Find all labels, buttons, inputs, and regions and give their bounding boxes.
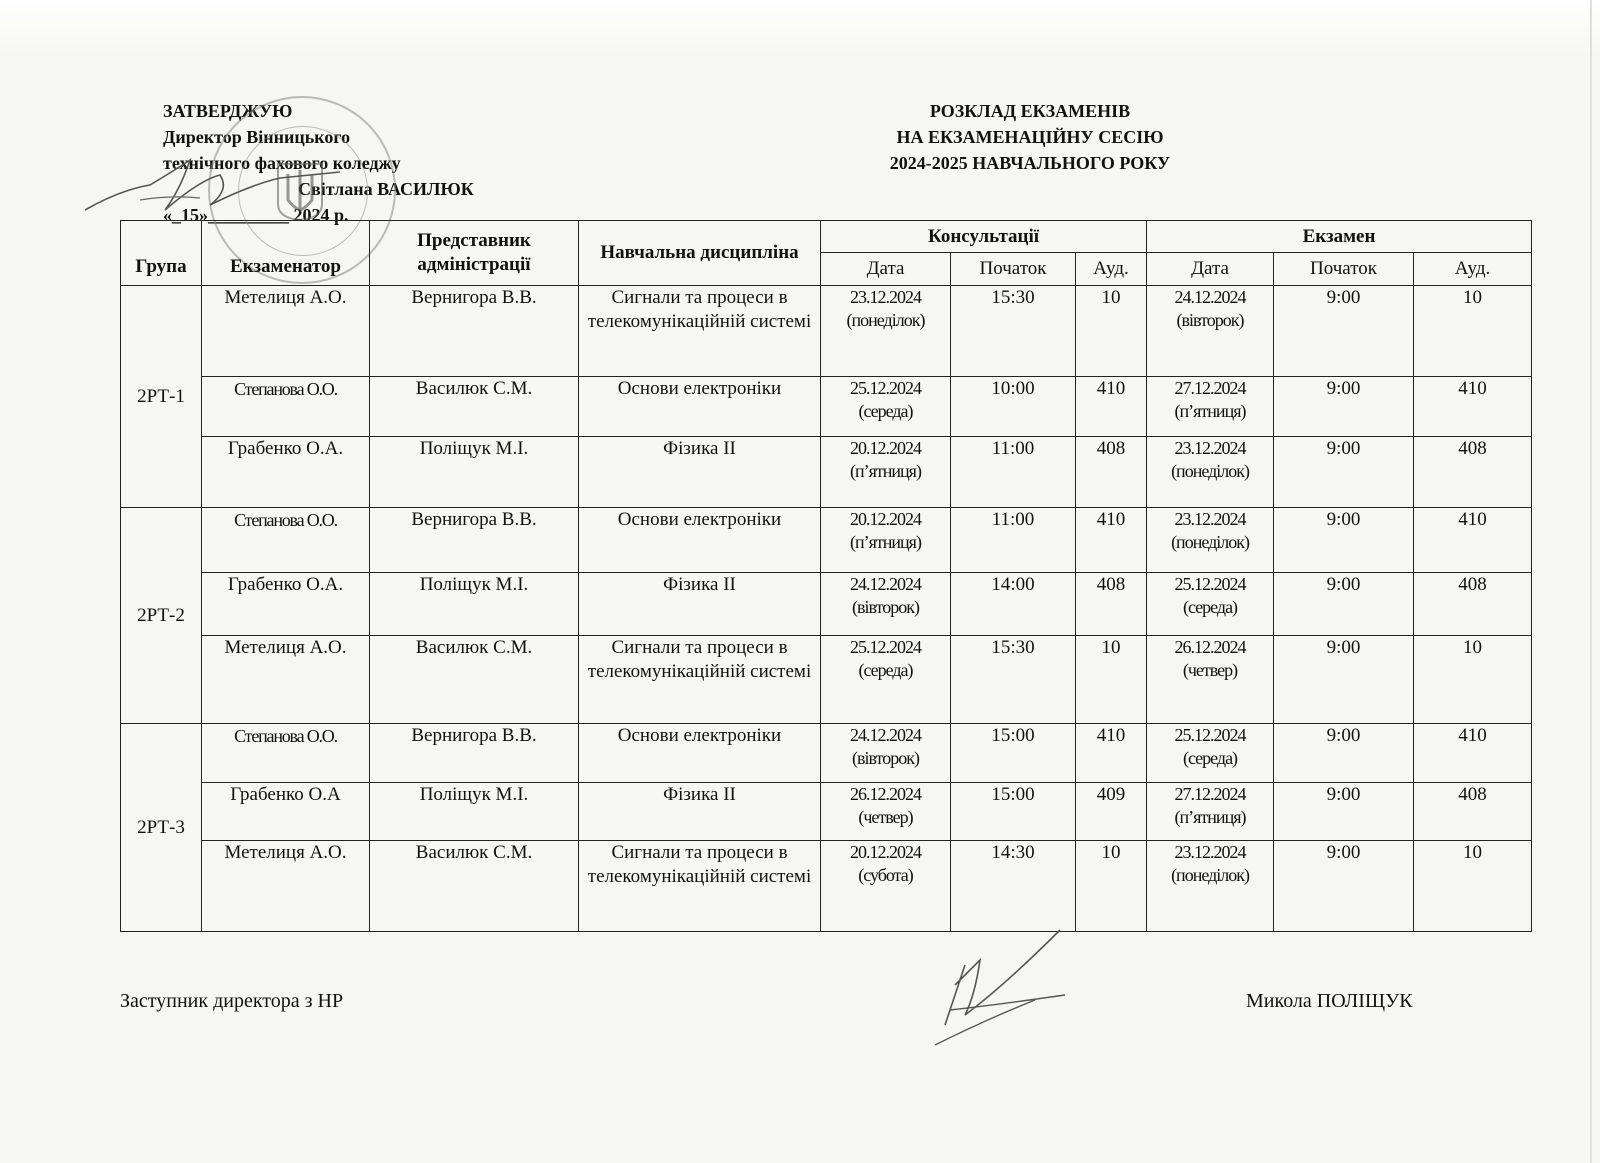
footer-position: Заступник директора з НР (120, 990, 344, 1012)
admin-cell-text: Поліщук М.І. (419, 574, 529, 596)
exam-room-cell-text: 408 (1458, 437, 1487, 459)
exam-room-cell (1414, 286, 1532, 377)
consult-date-cell-date: 20.12.2024 (850, 842, 921, 863)
discipline-cell-text: Сигнали та процеси в телекомунікаційній системі (587, 287, 812, 332)
admin-cell-text: Вернигора В.В. (411, 287, 537, 308)
header-exam: Екзамен (1147, 221, 1532, 253)
header-consultations: Консультації (821, 221, 1147, 253)
header-admin: Представник адміністрації (370, 221, 579, 286)
group-name: 2РТ-3 (121, 724, 202, 932)
exam-date-cell-weekday: (понеділок) (1171, 460, 1249, 481)
discipline-cell (579, 436, 821, 507)
exam-date-cell (1147, 436, 1274, 507)
examiner-cell (202, 436, 370, 507)
exam-room-cell-text: 410 (1458, 725, 1487, 747)
exam-start-cell (1274, 286, 1414, 377)
exam-date-cell-date: 24.12.2024 (1174, 287, 1246, 307)
examiner-cell-text: Метелиця А.О. (224, 637, 347, 659)
consult-date-cell (821, 841, 951, 932)
consult-start-cell (951, 436, 1076, 507)
discipline-cell-text: Сигнали та процеси в телекомунікаційній системі (587, 637, 812, 683)
exam-date-cell-date: 25.12.2024 (1174, 574, 1246, 595)
exam-room-cell (1414, 841, 1532, 932)
consult-room-cell-text: 410 (1096, 509, 1126, 531)
header-group: Група (121, 221, 202, 286)
examiner-cell-text: Степанова О.О. (234, 378, 337, 399)
exam-start-cell (1274, 724, 1414, 783)
table-row (121, 783, 1532, 841)
exam-room-cell (1414, 783, 1532, 841)
admin-cell (370, 724, 579, 783)
exam-date-cell-weekday: (середа) (1182, 748, 1238, 769)
examiner-cell (202, 573, 370, 636)
exam-start-cell (1274, 376, 1414, 436)
admin-cell (370, 508, 579, 573)
exam-date-cell-date: 23.12.2024 (1174, 842, 1246, 863)
consult-room-cell (1076, 841, 1147, 932)
discipline-cell (579, 783, 821, 841)
admin-cell-text: Поліщук М.І. (419, 784, 529, 806)
consult-room-cell-text: 410 (1096, 377, 1126, 399)
consult-date-cell (821, 783, 951, 841)
examiner-cell (202, 783, 370, 841)
exam-date-cell-date: 25.12.2024 (1174, 725, 1246, 746)
consult-date-cell (821, 508, 951, 573)
consult-date-cell-weekday: (субота) (858, 865, 913, 886)
exam-start-cell (1274, 841, 1414, 932)
consult-date-cell (821, 436, 951, 507)
discipline-cell (579, 841, 821, 932)
consult-date-cell-date: 20.12.2024 (850, 437, 921, 458)
signature-icon (80, 150, 400, 225)
discipline-cell-text: Сигнали та процеси в телекомунікаційній системі (587, 842, 812, 888)
discipline-cell (579, 376, 821, 436)
table-row (121, 573, 1532, 636)
examiner-cell (202, 508, 370, 573)
group-name: 2РТ-1 (121, 286, 202, 508)
consult-date-cell-date: 24.12.2024 (850, 574, 921, 595)
exam-date-cell-date: 26.12.2024 (1174, 637, 1246, 658)
approval-line-3: технічного фахового коледжу (163, 153, 401, 173)
exam-date-cell (1147, 636, 1274, 724)
group-name: 2РТ-2 (121, 508, 202, 724)
admin-cell (370, 783, 579, 841)
exam-date-cell-date: 27.12.2024 (1174, 377, 1246, 398)
admin-cell-text: Поліщук М.І. (419, 437, 529, 459)
exam-date-cell (1147, 508, 1274, 573)
exam-date-cell (1147, 573, 1274, 636)
admin-cell (370, 376, 579, 436)
consult-date-cell (821, 376, 951, 436)
consult-date-cell-weekday: (п’ятниця) (850, 460, 921, 481)
admin-cell-text: Василюк С.М. (415, 637, 533, 659)
consult-start-cell-text: 14:30 (991, 842, 1035, 864)
title-line-1: РОЗКЛАД ЕКЗАМЕНІВ (929, 101, 1131, 121)
consult-room-cell (1076, 508, 1147, 573)
consult-room-cell (1076, 286, 1147, 377)
exam-date-cell (1147, 376, 1274, 436)
admin-cell-text: Василюк С.М. (415, 842, 533, 864)
discipline-cell-text: Фізика ІІ (663, 784, 736, 806)
discipline-cell (579, 724, 821, 783)
consult-room-cell-text: 10 (1101, 637, 1121, 659)
consult-start-cell (951, 783, 1076, 841)
exam-date-cell-date: 23.12.2024 (1174, 437, 1246, 458)
consult-start-cell (951, 636, 1076, 724)
consult-start-cell-text: 14:00 (991, 574, 1035, 596)
examiner-cell-text: Грабенко О.А (230, 784, 341, 806)
header-consult-start: Початок (951, 253, 1076, 286)
exam-room-cell-text: 408 (1458, 574, 1487, 596)
consult-start-cell-text: 15:00 (991, 725, 1035, 747)
consult-room-cell (1076, 783, 1147, 841)
exam-date-cell-weekday: (п’ятниця) (1174, 400, 1246, 421)
exam-room-cell (1414, 636, 1532, 724)
consult-date-cell-date: 20.12.2024 (850, 509, 921, 530)
table-row (121, 636, 1532, 724)
exam-room-cell (1414, 436, 1532, 507)
table-row (121, 286, 1532, 377)
consult-start-cell (951, 376, 1076, 436)
consult-date-cell-date: 23.12.2024 (850, 287, 921, 307)
consult-start-cell (951, 286, 1076, 377)
exam-start-cell-text: 9:00 (1326, 509, 1361, 531)
consult-date-cell-weekday: (вівторок) (852, 597, 919, 618)
consult-start-cell-text: 15:00 (991, 784, 1035, 806)
exam-room-cell-text: 408 (1458, 784, 1487, 806)
consult-room-cell (1076, 376, 1147, 436)
approval-director-name: Світлана ВАСИЛЮК (298, 179, 474, 199)
examiner-cell-text: Метелиця А.О. (224, 287, 347, 308)
page-edge (1590, 0, 1592, 1163)
exam-date-cell-weekday: (середа) (1182, 597, 1238, 618)
examiner-cell (202, 841, 370, 932)
table-row (121, 724, 1532, 783)
consult-room-cell-text: 410 (1096, 725, 1126, 747)
consult-date-cell (821, 636, 951, 724)
header-consult-room: Ауд. (1076, 253, 1147, 286)
consult-date-cell-date: 26.12.2024 (850, 784, 921, 805)
admin-cell-text: Вернигора В.В. (411, 509, 537, 531)
consult-date-cell-weekday: (п’ятниця) (850, 532, 921, 553)
consult-date-cell (821, 286, 951, 377)
document-title (820, 98, 1240, 176)
consult-room-cell-text: 408 (1096, 437, 1126, 459)
page-top-shade (0, 0, 1600, 60)
exam-start-cell-text: 9:00 (1326, 842, 1361, 864)
exam-start-cell (1274, 636, 1414, 724)
exam-room-cell-text: 10 (1463, 637, 1483, 659)
approval-line-1: ЗАТВЕРДЖУЮ (163, 101, 293, 121)
approval-date: «_15»_________ 2024 р. (163, 205, 349, 225)
discipline-cell-text: Основи електроніки (617, 377, 782, 399)
consult-start-cell-text: 11:00 (991, 509, 1035, 531)
exam-room-cell-text: 410 (1458, 509, 1487, 531)
exam-start-cell (1274, 436, 1414, 507)
exam-room-cell-text: 10 (1463, 842, 1483, 864)
consult-date-cell-date: 24.12.2024 (850, 725, 921, 746)
exam-room-cell (1414, 376, 1532, 436)
admin-cell (370, 436, 579, 507)
consult-date-cell-weekday: (четвер) (858, 807, 913, 828)
exam-room-cell (1414, 573, 1532, 636)
exam-start-cell-text: 9:00 (1326, 784, 1361, 806)
header-exam-start: Початок (1274, 253, 1414, 286)
exam-room-cell-text: 10 (1463, 287, 1483, 308)
exam-date-cell (1147, 724, 1274, 783)
exam-date-cell-weekday: (понеділок) (1171, 865, 1249, 886)
consult-start-cell-text: 11:00 (991, 437, 1035, 459)
title-line-2: НА ЕКЗАМЕНАЦІЙНУ СЕСІЮ (896, 127, 1164, 147)
exam-start-cell-text: 9:00 (1326, 637, 1361, 659)
header-exam-room: Ауд. (1414, 253, 1532, 286)
exam-date-cell (1147, 841, 1274, 932)
exam-schedule-table (120, 220, 1532, 932)
header-discipline: Навчальна дисципліна (579, 221, 821, 286)
consult-room-cell (1076, 573, 1147, 636)
examiner-cell-text: Грабенко О.А. (227, 574, 344, 596)
consult-room-cell (1076, 724, 1147, 783)
exam-date-cell (1147, 286, 1274, 377)
discipline-cell (579, 286, 821, 377)
examiner-cell-text: Степанова О.О. (234, 510, 337, 531)
consult-date-cell (821, 724, 951, 783)
exam-start-cell-text: 9:00 (1326, 287, 1361, 308)
examiner-cell (202, 286, 370, 377)
header-examiner: Екзаменатор (202, 221, 370, 286)
exam-start-cell-text: 9:00 (1326, 725, 1361, 747)
consult-start-cell (951, 508, 1076, 573)
admin-cell (370, 286, 579, 377)
consult-date-cell-weekday: (вівторок) (852, 748, 919, 769)
consult-date-cell-weekday: (середа) (858, 400, 913, 421)
exam-start-cell (1274, 573, 1414, 636)
exam-room-cell (1414, 724, 1532, 783)
examiner-cell (202, 636, 370, 724)
consult-date-cell (821, 573, 951, 636)
exam-date-cell-date: 23.12.2024 (1174, 509, 1246, 530)
footer-name: Микола ПОЛІЩУК (1246, 990, 1413, 1012)
exam-start-cell-text: 9:00 (1326, 377, 1361, 399)
discipline-cell-text: Основи електроніки (617, 509, 782, 531)
exam-date-cell-weekday: (понеділок) (1171, 532, 1249, 553)
consult-date-cell-weekday: (понеділок) (846, 310, 925, 330)
admin-cell-text: Василюк С.М. (415, 377, 533, 399)
consult-room-cell-text: 10 (1101, 842, 1121, 864)
table-row (121, 841, 1532, 932)
consult-start-cell-text: 15:30 (991, 287, 1035, 308)
exam-date-cell-weekday: (четвер) (1182, 660, 1238, 681)
exam-start-cell (1274, 508, 1414, 573)
table-row (121, 376, 1532, 436)
consult-room-cell-text: 10 (1101, 287, 1121, 308)
approval-line-2: Директор Вінницького (163, 127, 351, 147)
exam-date-cell (1147, 783, 1274, 841)
discipline-cell-text: Фізика ІІ (663, 437, 736, 459)
consult-date-cell-weekday: (середа) (858, 660, 913, 681)
consult-room-cell (1076, 636, 1147, 724)
discipline-cell (579, 636, 821, 724)
consult-start-cell-text: 10:00 (991, 377, 1035, 399)
header-consult-date: Дата (821, 253, 951, 286)
consult-start-cell (951, 573, 1076, 636)
exam-date-cell-weekday: (п’ятниця) (1174, 807, 1246, 828)
consult-start-cell (951, 724, 1076, 783)
exam-start-cell-text: 9:00 (1326, 574, 1361, 596)
consult-date-cell-date: 25.12.2024 (850, 637, 921, 658)
examiner-cell (202, 724, 370, 783)
admin-cell-text: Вернигора В.В. (411, 725, 537, 747)
title-line-3: 2024-2025 НАВЧАЛЬНОГО РОКУ (889, 153, 1171, 173)
admin-cell (370, 573, 579, 636)
consult-start-cell-text: 15:30 (991, 637, 1035, 659)
exam-start-cell-text: 9:00 (1326, 437, 1361, 459)
discipline-cell-text: Основи електроніки (617, 725, 782, 747)
signature-icon (925, 925, 1075, 1050)
exam-start-cell (1274, 783, 1414, 841)
consult-date-cell-date: 25.12.2024 (850, 377, 921, 398)
exam-date-cell-date: 27.12.2024 (1174, 784, 1246, 805)
consult-start-cell (951, 841, 1076, 932)
header-exam-date: Дата (1147, 253, 1274, 286)
examiner-cell-text: Метелиця А.О. (224, 842, 347, 864)
discipline-cell (579, 573, 821, 636)
examiner-cell-text: Степанова О.О. (234, 726, 337, 747)
discipline-cell-text: Фізика ІІ (663, 574, 736, 596)
exam-date-cell-weekday: (вівторок) (1176, 310, 1244, 330)
table-row (121, 436, 1532, 507)
discipline-cell (579, 508, 821, 573)
admin-cell (370, 841, 579, 932)
exam-room-cell-text: 410 (1458, 377, 1487, 399)
consult-room-cell-text: 409 (1096, 784, 1126, 806)
table-row (121, 508, 1532, 573)
examiner-cell (202, 376, 370, 436)
admin-cell (370, 636, 579, 724)
examiner-cell-text: Грабенко О.А. (227, 437, 344, 459)
consult-room-cell (1076, 436, 1147, 507)
exam-room-cell (1414, 508, 1532, 573)
consult-room-cell-text: 408 (1096, 574, 1126, 596)
